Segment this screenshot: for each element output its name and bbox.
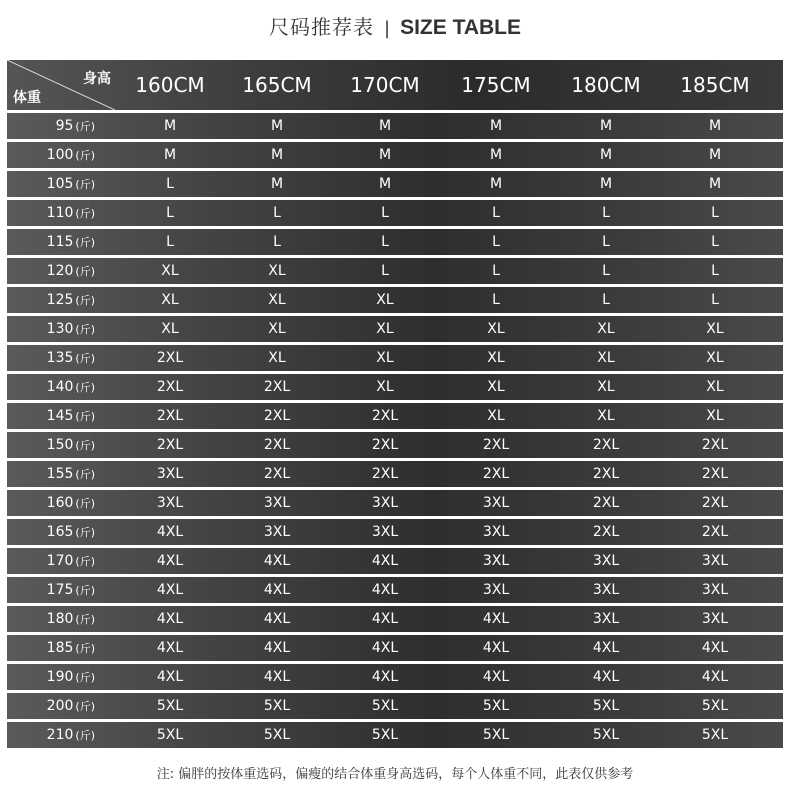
table-row	[7, 200, 783, 226]
size-cell: 4XL	[371, 611, 399, 627]
size-cell: L	[492, 263, 500, 279]
size-cell: 5XL	[592, 698, 620, 714]
size-cell: M	[708, 176, 722, 192]
weight-cell	[7, 548, 95, 574]
weight-cell	[7, 490, 95, 516]
table-row	[7, 461, 783, 487]
weight-cell	[7, 722, 95, 748]
size-cell: 4XL	[482, 611, 510, 627]
height-header-4: 175CM	[461, 73, 531, 97]
weight-cell	[7, 693, 95, 719]
size-cell: M	[163, 118, 177, 134]
size-cell: 3XL	[701, 611, 729, 627]
size-table	[7, 60, 783, 751]
weight-value: 120	[46, 263, 74, 279]
weight-cell	[7, 461, 95, 487]
size-cell: XL	[376, 379, 394, 395]
table-row	[7, 577, 783, 603]
weight-unit: (斤)	[75, 700, 95, 713]
size-cell: 3XL	[592, 611, 620, 627]
table-row	[7, 287, 783, 313]
size-cell: 3XL	[701, 582, 729, 598]
size-cell: 3XL	[482, 524, 510, 540]
size-cell: XL	[268, 263, 286, 279]
table-row	[7, 519, 783, 545]
size-cell: 5XL	[156, 727, 184, 743]
size-cell: 4XL	[263, 669, 291, 685]
weight-value: 145	[46, 408, 74, 424]
weight-unit: (斤)	[75, 410, 95, 423]
weight-unit: (斤)	[75, 671, 95, 684]
size-cell: M	[708, 118, 722, 134]
size-cell: 4XL	[156, 524, 184, 540]
size-cell: XL	[487, 379, 505, 395]
table-row	[7, 113, 783, 139]
size-cell: 4XL	[156, 669, 184, 685]
weight-cell	[7, 287, 95, 313]
size-cell: 2XL	[263, 466, 291, 482]
size-cell: 2XL	[592, 437, 620, 453]
size-cell: 3XL	[156, 495, 184, 511]
size-cell: 2XL	[592, 466, 620, 482]
size-cell: M	[489, 176, 503, 192]
size-cell: 4XL	[371, 669, 399, 685]
size-cell: 5XL	[701, 698, 729, 714]
size-cell: 4XL	[482, 669, 510, 685]
weight-unit: (斤)	[75, 236, 95, 249]
size-cell: 2XL	[701, 495, 729, 511]
title-english: SIZE TABLE	[400, 16, 522, 39]
size-cell: L	[492, 205, 500, 221]
weight-cell	[7, 171, 95, 197]
weight-cell	[7, 403, 95, 429]
size-cell: XL	[706, 350, 724, 366]
size-cell: L	[381, 263, 389, 279]
weight-unit: (斤)	[75, 294, 95, 307]
table-row	[7, 432, 783, 458]
size-cell: L	[492, 234, 500, 250]
size-cell: L	[602, 205, 610, 221]
size-cell: 5XL	[701, 727, 729, 743]
size-cell: L	[166, 205, 174, 221]
weight-unit: (斤)	[75, 526, 95, 539]
table-row	[7, 548, 783, 574]
size-cell: XL	[487, 408, 505, 424]
footnote: 注: 偏胖的按体重选码，偏瘦的结合体重身高选码，每个人体重不同，此表仅供参考	[156, 767, 634, 782]
size-cell: M	[599, 118, 613, 134]
size-cell: 2XL	[263, 379, 291, 395]
weight-cell	[7, 432, 95, 458]
size-cell: XL	[597, 379, 615, 395]
height-header-2: 165CM	[242, 73, 312, 97]
table-row	[7, 229, 783, 255]
weight-unit: (斤)	[75, 352, 95, 365]
table-row	[7, 606, 783, 632]
size-cell: L	[273, 234, 281, 250]
size-cell: L	[602, 292, 610, 308]
height-header-5: 180CM	[571, 73, 641, 97]
weight-cell	[7, 345, 95, 371]
size-cell: XL	[268, 350, 286, 366]
size-cell: 2XL	[482, 466, 510, 482]
weight-cell	[7, 577, 95, 603]
size-cell: XL	[487, 321, 505, 337]
size-cell: L	[711, 205, 719, 221]
size-cell: L	[711, 292, 719, 308]
size-cell: 2XL	[371, 466, 399, 482]
size-cell: 3XL	[263, 495, 291, 511]
size-cell: L	[492, 292, 500, 308]
height-header-3: 170CM	[350, 73, 420, 97]
size-cell: XL	[597, 350, 615, 366]
size-cell: 5XL	[482, 727, 510, 743]
size-cell: XL	[268, 321, 286, 337]
table-row	[7, 635, 783, 661]
size-cell: M	[378, 118, 392, 134]
weight-unit: (斤)	[75, 555, 95, 568]
size-cell: XL	[706, 379, 724, 395]
size-cell: L	[602, 234, 610, 250]
size-cell: 2XL	[701, 466, 729, 482]
weight-unit: (斤)	[75, 120, 95, 133]
weight-value: 140	[46, 379, 74, 395]
size-cell: 4XL	[263, 582, 291, 598]
weight-unit: (斤)	[75, 642, 95, 655]
size-cell: 4XL	[263, 553, 291, 569]
size-cell: M	[489, 147, 503, 163]
size-cell: 2XL	[263, 408, 291, 424]
weight-value: 115	[46, 234, 74, 250]
title-separator: |	[383, 18, 391, 39]
weight-value: 105	[46, 176, 74, 192]
size-cell: L	[711, 234, 719, 250]
weight-value: 200	[46, 698, 74, 714]
size-cell: 3XL	[482, 553, 510, 569]
size-cell: L	[602, 263, 610, 279]
size-cell: 3XL	[263, 524, 291, 540]
table-row	[7, 693, 783, 719]
size-cell: XL	[487, 350, 505, 366]
table-row	[7, 258, 783, 284]
size-cell: 4XL	[482, 640, 510, 656]
weight-value: 155	[46, 466, 74, 482]
table-header-row	[7, 60, 783, 110]
size-cell: 3XL	[371, 495, 399, 511]
size-cell: 5XL	[263, 698, 291, 714]
size-cell: XL	[376, 321, 394, 337]
size-cell: 2XL	[371, 437, 399, 453]
size-cell: 2XL	[701, 437, 729, 453]
weight-cell	[7, 258, 95, 284]
weight-cell	[7, 606, 95, 632]
size-cell: 3XL	[482, 582, 510, 598]
title-chinese: 尺码推荐表	[268, 15, 374, 39]
weight-unit: (斤)	[75, 729, 95, 742]
size-cell: M	[378, 176, 392, 192]
weight-value: 100	[46, 147, 74, 163]
size-cell: 4XL	[592, 669, 620, 685]
size-cell: M	[599, 176, 613, 192]
weight-cell	[7, 664, 95, 690]
size-cell: M	[270, 118, 284, 134]
size-cell: M	[163, 147, 177, 163]
weight-unit: (斤)	[75, 207, 95, 220]
size-cell: 5XL	[263, 727, 291, 743]
weight-unit: (斤)	[75, 265, 95, 278]
size-cell: 4XL	[263, 611, 291, 627]
weight-unit: (斤)	[75, 323, 95, 336]
size-cell: 4XL	[156, 640, 184, 656]
size-cell: 4XL	[156, 553, 184, 569]
size-cell: 3XL	[701, 553, 729, 569]
size-cell: 2XL	[156, 379, 184, 395]
size-cell: XL	[376, 350, 394, 366]
size-cell: 5XL	[156, 698, 184, 714]
table-row	[7, 374, 783, 400]
weight-unit: (斤)	[75, 497, 95, 510]
size-cell: 2XL	[371, 408, 399, 424]
size-cell: XL	[161, 263, 179, 279]
corner-height-label: 身高	[83, 71, 111, 87]
weight-cell	[7, 316, 95, 342]
table-row	[7, 490, 783, 516]
size-cell: XL	[597, 408, 615, 424]
weight-value: 125	[46, 292, 74, 308]
size-cell: 4XL	[701, 640, 729, 656]
size-cell: 4XL	[701, 669, 729, 685]
size-cell: L	[273, 205, 281, 221]
size-cell: 2XL	[592, 524, 620, 540]
size-cell: 2XL	[592, 495, 620, 511]
size-cell: 5XL	[482, 698, 510, 714]
size-cell: M	[270, 147, 284, 163]
size-cell: 4XL	[156, 582, 184, 598]
table-row	[7, 142, 783, 168]
size-cell: 2XL	[156, 350, 184, 366]
weight-value: 190	[46, 669, 74, 685]
weight-value: 150	[46, 437, 74, 453]
size-cell: M	[270, 176, 284, 192]
weight-value: 95	[55, 118, 74, 134]
weight-value: 160	[46, 495, 74, 511]
size-cell: 3XL	[592, 582, 620, 598]
size-cell: XL	[268, 292, 286, 308]
weight-value: 130	[46, 321, 74, 337]
header-corner-cell	[7, 60, 115, 110]
size-cell: 5XL	[592, 727, 620, 743]
size-cell: XL	[161, 292, 179, 308]
weight-value: 185	[46, 640, 74, 656]
table-row	[7, 664, 783, 690]
weight-cell	[7, 374, 95, 400]
size-cell: 5XL	[371, 727, 399, 743]
size-cell: XL	[706, 408, 724, 424]
weight-cell	[7, 635, 95, 661]
weight-value: 180	[46, 611, 74, 627]
size-cell: L	[166, 176, 174, 192]
weight-unit: (斤)	[75, 584, 95, 597]
size-cell: M	[708, 147, 722, 163]
table-row	[7, 403, 783, 429]
size-cell: XL	[161, 321, 179, 337]
size-cell: 4XL	[156, 611, 184, 627]
weight-value: 210	[46, 727, 74, 743]
size-cell: 3XL	[156, 466, 184, 482]
table-row	[7, 316, 783, 342]
size-cell: 2XL	[701, 524, 729, 540]
weight-value: 110	[46, 205, 74, 221]
weight-value: 170	[46, 553, 74, 569]
weight-value: 135	[46, 350, 74, 366]
size-cell: 4XL	[371, 553, 399, 569]
size-cell: 4XL	[263, 640, 291, 656]
table-row	[7, 171, 783, 197]
height-header-1: 160CM	[135, 73, 205, 97]
size-cell: XL	[706, 321, 724, 337]
corner-weight-label: 体重	[13, 90, 41, 106]
weight-unit: (斤)	[75, 468, 95, 481]
weight-cell	[7, 200, 95, 226]
size-cell: 3XL	[371, 524, 399, 540]
size-cell: L	[166, 234, 174, 250]
weight-value: 175	[46, 582, 74, 598]
weight-unit: (斤)	[75, 381, 95, 394]
weight-value: 165	[46, 524, 74, 540]
size-cell: L	[381, 234, 389, 250]
size-cell: 3XL	[482, 495, 510, 511]
weight-unit: (斤)	[75, 149, 95, 162]
size-cell: M	[378, 147, 392, 163]
size-cell: L	[381, 205, 389, 221]
size-cell: L	[711, 263, 719, 279]
weight-unit: (斤)	[75, 613, 95, 626]
size-cell: XL	[597, 321, 615, 337]
table-row	[7, 722, 783, 748]
size-cell: 2XL	[156, 437, 184, 453]
size-cell: 4XL	[592, 640, 620, 656]
weight-cell	[7, 519, 95, 545]
weight-cell	[7, 229, 95, 255]
weight-cell	[7, 142, 95, 168]
size-cell: XL	[376, 292, 394, 308]
size-cell: 2XL	[263, 437, 291, 453]
size-cell: 2XL	[156, 408, 184, 424]
size-cell: 3XL	[592, 553, 620, 569]
size-cell: 5XL	[371, 698, 399, 714]
size-cell: M	[599, 147, 613, 163]
size-cell: 2XL	[482, 437, 510, 453]
table-row	[7, 345, 783, 371]
weight-unit: (斤)	[75, 439, 95, 452]
size-cell: 4XL	[371, 582, 399, 598]
page-title	[0, 12, 790, 42]
height-header-6: 185CM	[680, 73, 750, 97]
size-cell: 4XL	[371, 640, 399, 656]
weight-cell	[7, 113, 95, 139]
size-cell: M	[489, 118, 503, 134]
weight-unit: (斤)	[75, 178, 95, 191]
